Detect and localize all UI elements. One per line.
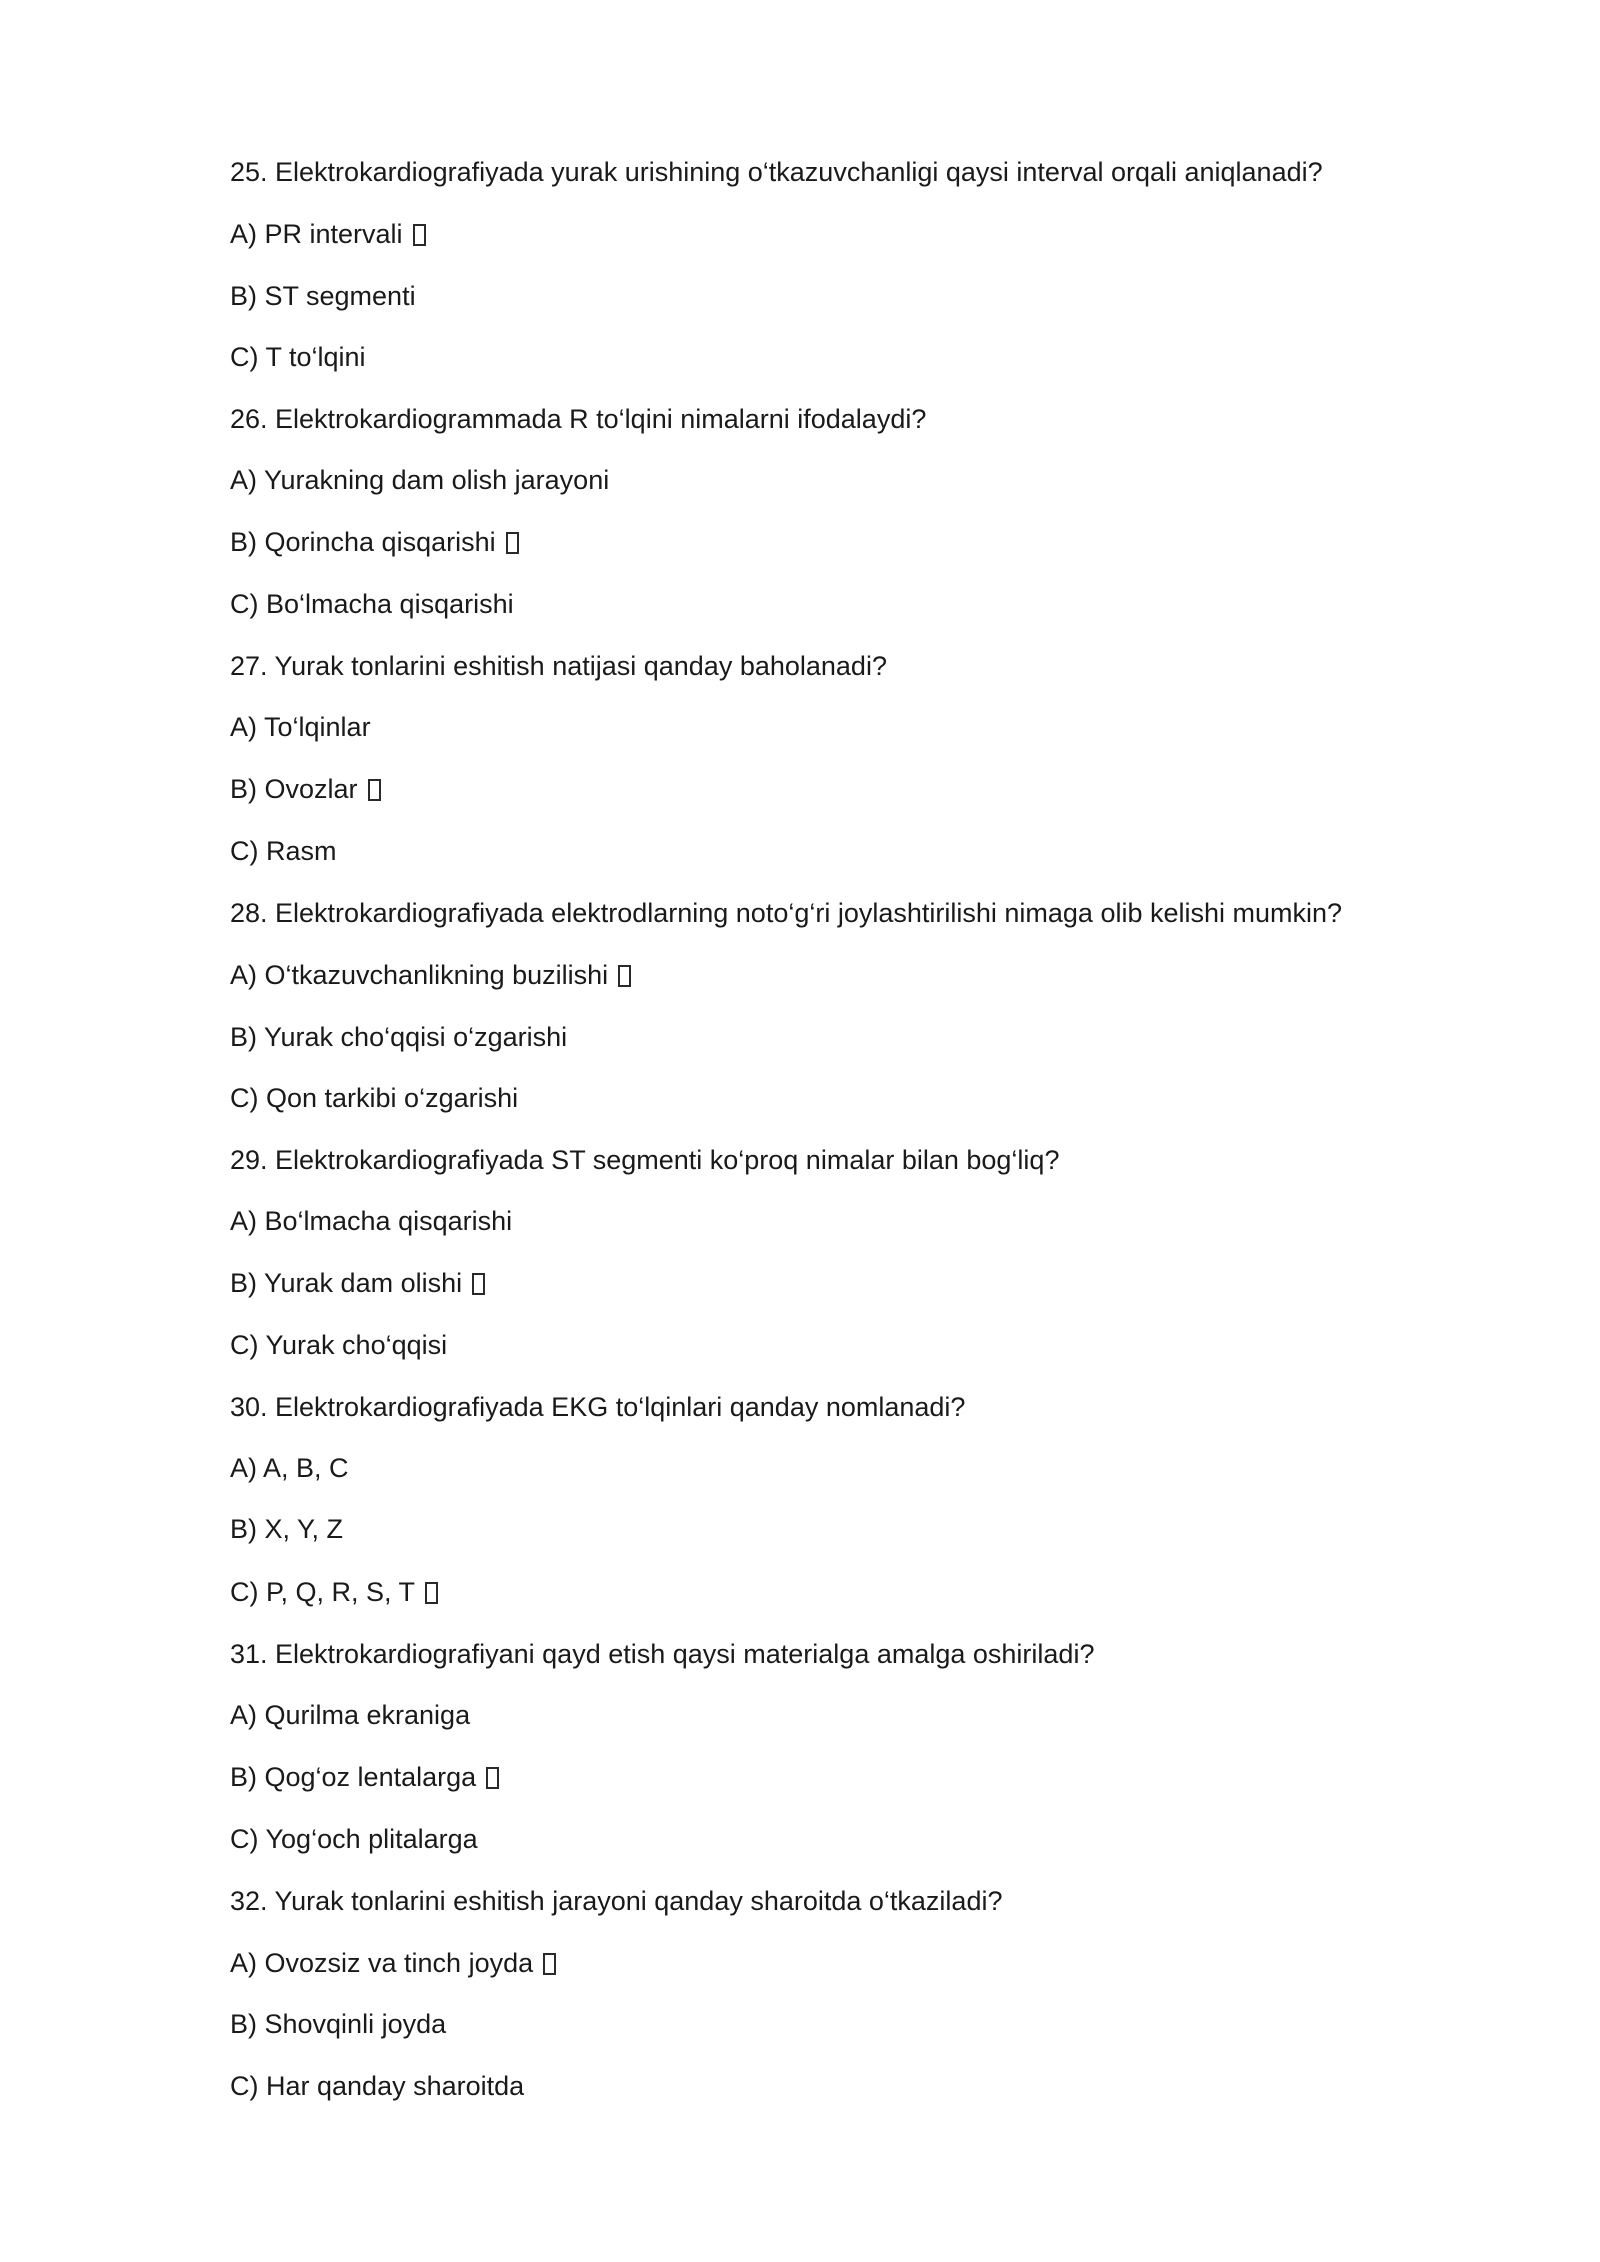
answer-mark-icon [543,1953,556,1975]
option-27-c: C) Rasm [230,836,337,866]
question-31: 31. Elektrokardiografiyani qayd etish qaysi materialga amalga oshiriladi? [230,1639,1095,1669]
answer-mark-icon [413,224,426,246]
option-30-b: B) X, Y, Z [230,1514,344,1544]
option-28-c: C) Qon tarkibi o‘zgarishi [230,1083,519,1113]
option-27-b: B) Ovozlar [230,772,381,806]
question-27: 27. Yurak tonlarini eshitish natijasi qanday baholanadi? [230,651,887,681]
option-28-b: B) Yurak cho‘qqisi o‘zgarishi [230,1022,568,1052]
question-30: 30. Elektrokardiografiyada EKG to‘lqinlari qanday nomlanadi? [230,1392,966,1422]
option-31-a: A) Qurilma ekraniga [230,1700,471,1730]
option-32-a: A) Ovozsiz va tinch joyda [230,1946,556,1980]
question-29: 29. Elektrokardiografiyada ST segmenti ko‘proq nimalar bilan bog‘liq? [230,1145,1060,1175]
option-25-b: B) ST segmenti [230,281,416,311]
option-26-c: C) Bo‘lmacha qisqarishi [230,589,514,619]
option-32-c: C) Har qanday sharoitda [230,2071,525,2101]
option-26-a: A) Yurakning dam olish jarayoni [230,465,610,495]
option-26-b: B) Qorincha qisqarishi [230,525,519,559]
option-29-b: B) Yurak dam olishi [230,1266,485,1300]
answer-mark-icon [618,965,631,987]
option-29-c: C) Yurak cho‘qqisi [230,1330,448,1360]
question-25: 25. Elektrokardiografiyada yurak urishining o‘tkazuvchanligi qaysi interval orqali aniqlanadi? [230,157,1323,187]
answer-mark-icon [506,532,519,554]
option-32-b: B) Shovqinli joyda [230,2009,447,2039]
option-25-a: A) PR intervali [230,217,426,251]
option-30-a: A) A, B, C [230,1453,349,1483]
option-30-c: C) P, Q, R, S, T [230,1575,438,1609]
option-27-a: A) To‘lqinlar [230,712,371,742]
answer-mark-icon [368,779,381,801]
answer-mark-icon [486,1767,499,1789]
question-32: 32. Yurak tonlarini eshitish jarayoni qanday sharoitda o‘tkaziladi? [230,1886,1003,1916]
option-29-a: A) Bo‘lmacha qisqarishi [230,1206,513,1236]
option-31-c: C) Yog‘och plitalarga [230,1824,478,1854]
question-28: 28. Elektrokardiografiyada elektrodlarning noto‘g‘ri joylashtirilishi nimaga olib kelishi mumkin? [230,898,1343,928]
option-25-c: C) T to‘lqini [230,342,366,372]
answer-mark-icon [425,1582,438,1604]
answer-mark-icon [472,1273,485,1295]
option-28-a: A) O‘tkazuvchanlikning buzilishi [230,958,631,992]
option-31-b: B) Qog‘oz lentalarga [230,1760,499,1794]
question-26: 26. Elektrokardiogrammada R to‘lqini nimalarni ifodalaydi? [230,404,927,434]
